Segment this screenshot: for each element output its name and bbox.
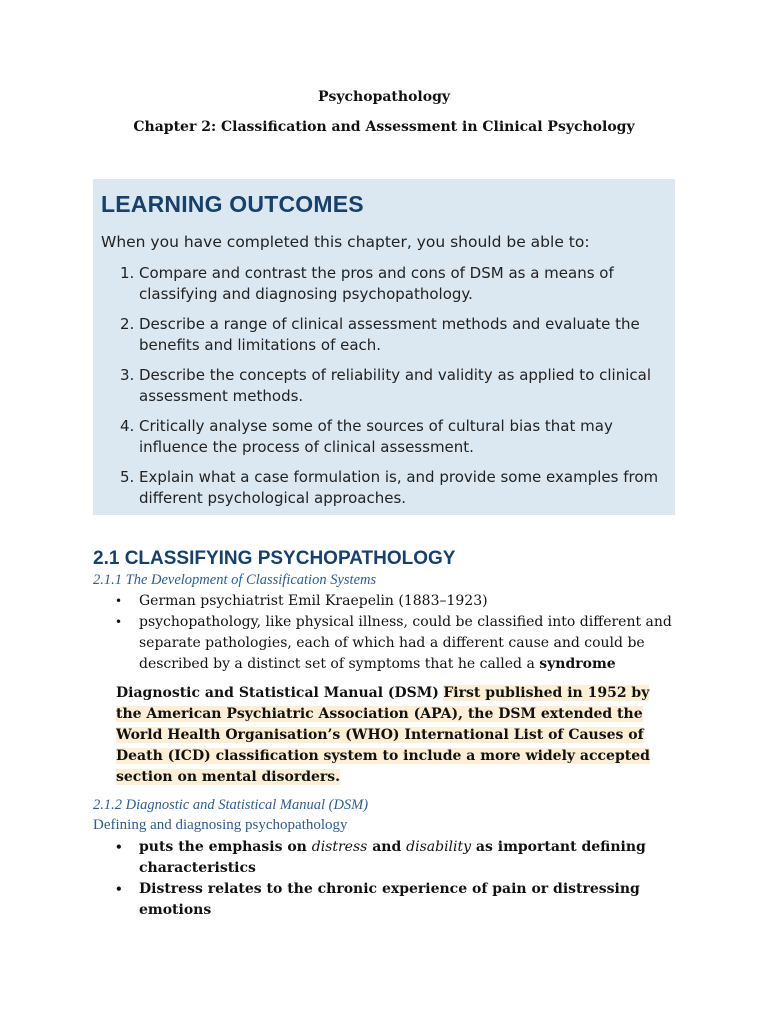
learning-outcomes-list	[93, 263, 675, 518]
bullet-icon: •	[115, 615, 123, 629]
learning-outcome-number: 4.	[120, 417, 135, 435]
learning-outcome-number: 3.	[120, 366, 135, 384]
document-title: Psychopathology	[317, 89, 450, 105]
learning-outcomes-heading: LEARNING OUTCOMES	[101, 191, 364, 217]
learning-outcome-item	[93, 263, 675, 305]
learning-outcome-number: 2.	[120, 315, 135, 333]
learning-outcome-number: 5.	[120, 468, 135, 486]
list-item-text: psychopathology, like physical illness, could be classified into different and separate pathologies, each of which had a different cause and could be described by a distinct set of symptoms that he called a	[139, 614, 672, 672]
dsm-highlighted-text: First published in 1952 by the American Psychiatric Association (APA), the DSM extended the World Health Organisation’s (WHO) International List of Causes of Death (ICD) classification system to include a more widely accepted section on mental disorders.	[116, 685, 650, 785]
bullet-icon: •	[115, 840, 123, 854]
learning-outcome-item	[93, 314, 675, 356]
list-item	[93, 837, 683, 879]
subsection-heading-2-1-2: 2.1.2 Diagnostic and Statistical Manual (DSM)	[93, 797, 369, 813]
learning-outcome-text: Describe the concepts of reliability and validity as applied to clinical assessment methods.	[139, 366, 651, 405]
list-item-text: and	[367, 839, 407, 855]
learning-outcome-text: Explain what a case formulation is, and provide some examples from different psychological approaches.	[139, 468, 659, 507]
learning-outcome-text: Critically analyse some of the sources of cultural bias that may influence the process of clinical assessment.	[139, 417, 613, 456]
list-item-text: puts the emphasis on	[139, 839, 312, 855]
learning-outcome-number: 1.	[120, 264, 135, 282]
learning-outcome-item	[93, 365, 675, 407]
emphasis-distress: distress	[311, 839, 368, 855]
bullet-icon: •	[115, 882, 123, 896]
learning-outcomes-intro: When you have completed this chapter, you should be able to:	[101, 233, 590, 251]
learning-outcome-text: Describe a range of clinical assessment methods and evaluate the benefits and limitations of each.	[139, 315, 640, 354]
learning-outcomes-box	[93, 179, 675, 515]
section-heading: 2.1 CLASSIFYING PSYCHOPATHOLOGY	[93, 548, 456, 569]
emphasis-disability: disability	[406, 839, 472, 855]
bullet-list-kraepelin	[93, 591, 683, 675]
learning-outcome-item	[93, 467, 675, 509]
bullet-list-dsm	[93, 837, 683, 921]
list-item	[93, 879, 683, 921]
bullet-icon: •	[115, 594, 123, 608]
dsm-paragraph	[116, 683, 676, 788]
list-item	[93, 591, 683, 612]
list-item-text: Distress relates to the chronic experience of pain or distressing emotions	[139, 881, 640, 918]
syndrome-term: syndrome	[539, 656, 616, 672]
subsection-heading-2-1-1: 2.1.1 The Development of Classification Systems	[93, 572, 377, 588]
chapter-title: Chapter 2: Classification and Assessment in Clinical Psychology	[133, 119, 635, 135]
subsection-subtitle: Defining and diagnosing psychopathology	[93, 817, 348, 833]
learning-outcome-text: Compare and contrast the pros and cons of DSM as a means of classifying and diagnosing psychopathology.	[139, 264, 614, 303]
learning-outcome-item	[93, 416, 675, 458]
list-item-text: German psychiatrist Emil Kraepelin (1883–1923)	[139, 593, 488, 609]
dsm-term: Diagnostic and Statistical Manual (DSM)	[116, 685, 439, 701]
list-item-text: as important defining characteristics	[139, 839, 646, 876]
list-item	[93, 612, 683, 675]
